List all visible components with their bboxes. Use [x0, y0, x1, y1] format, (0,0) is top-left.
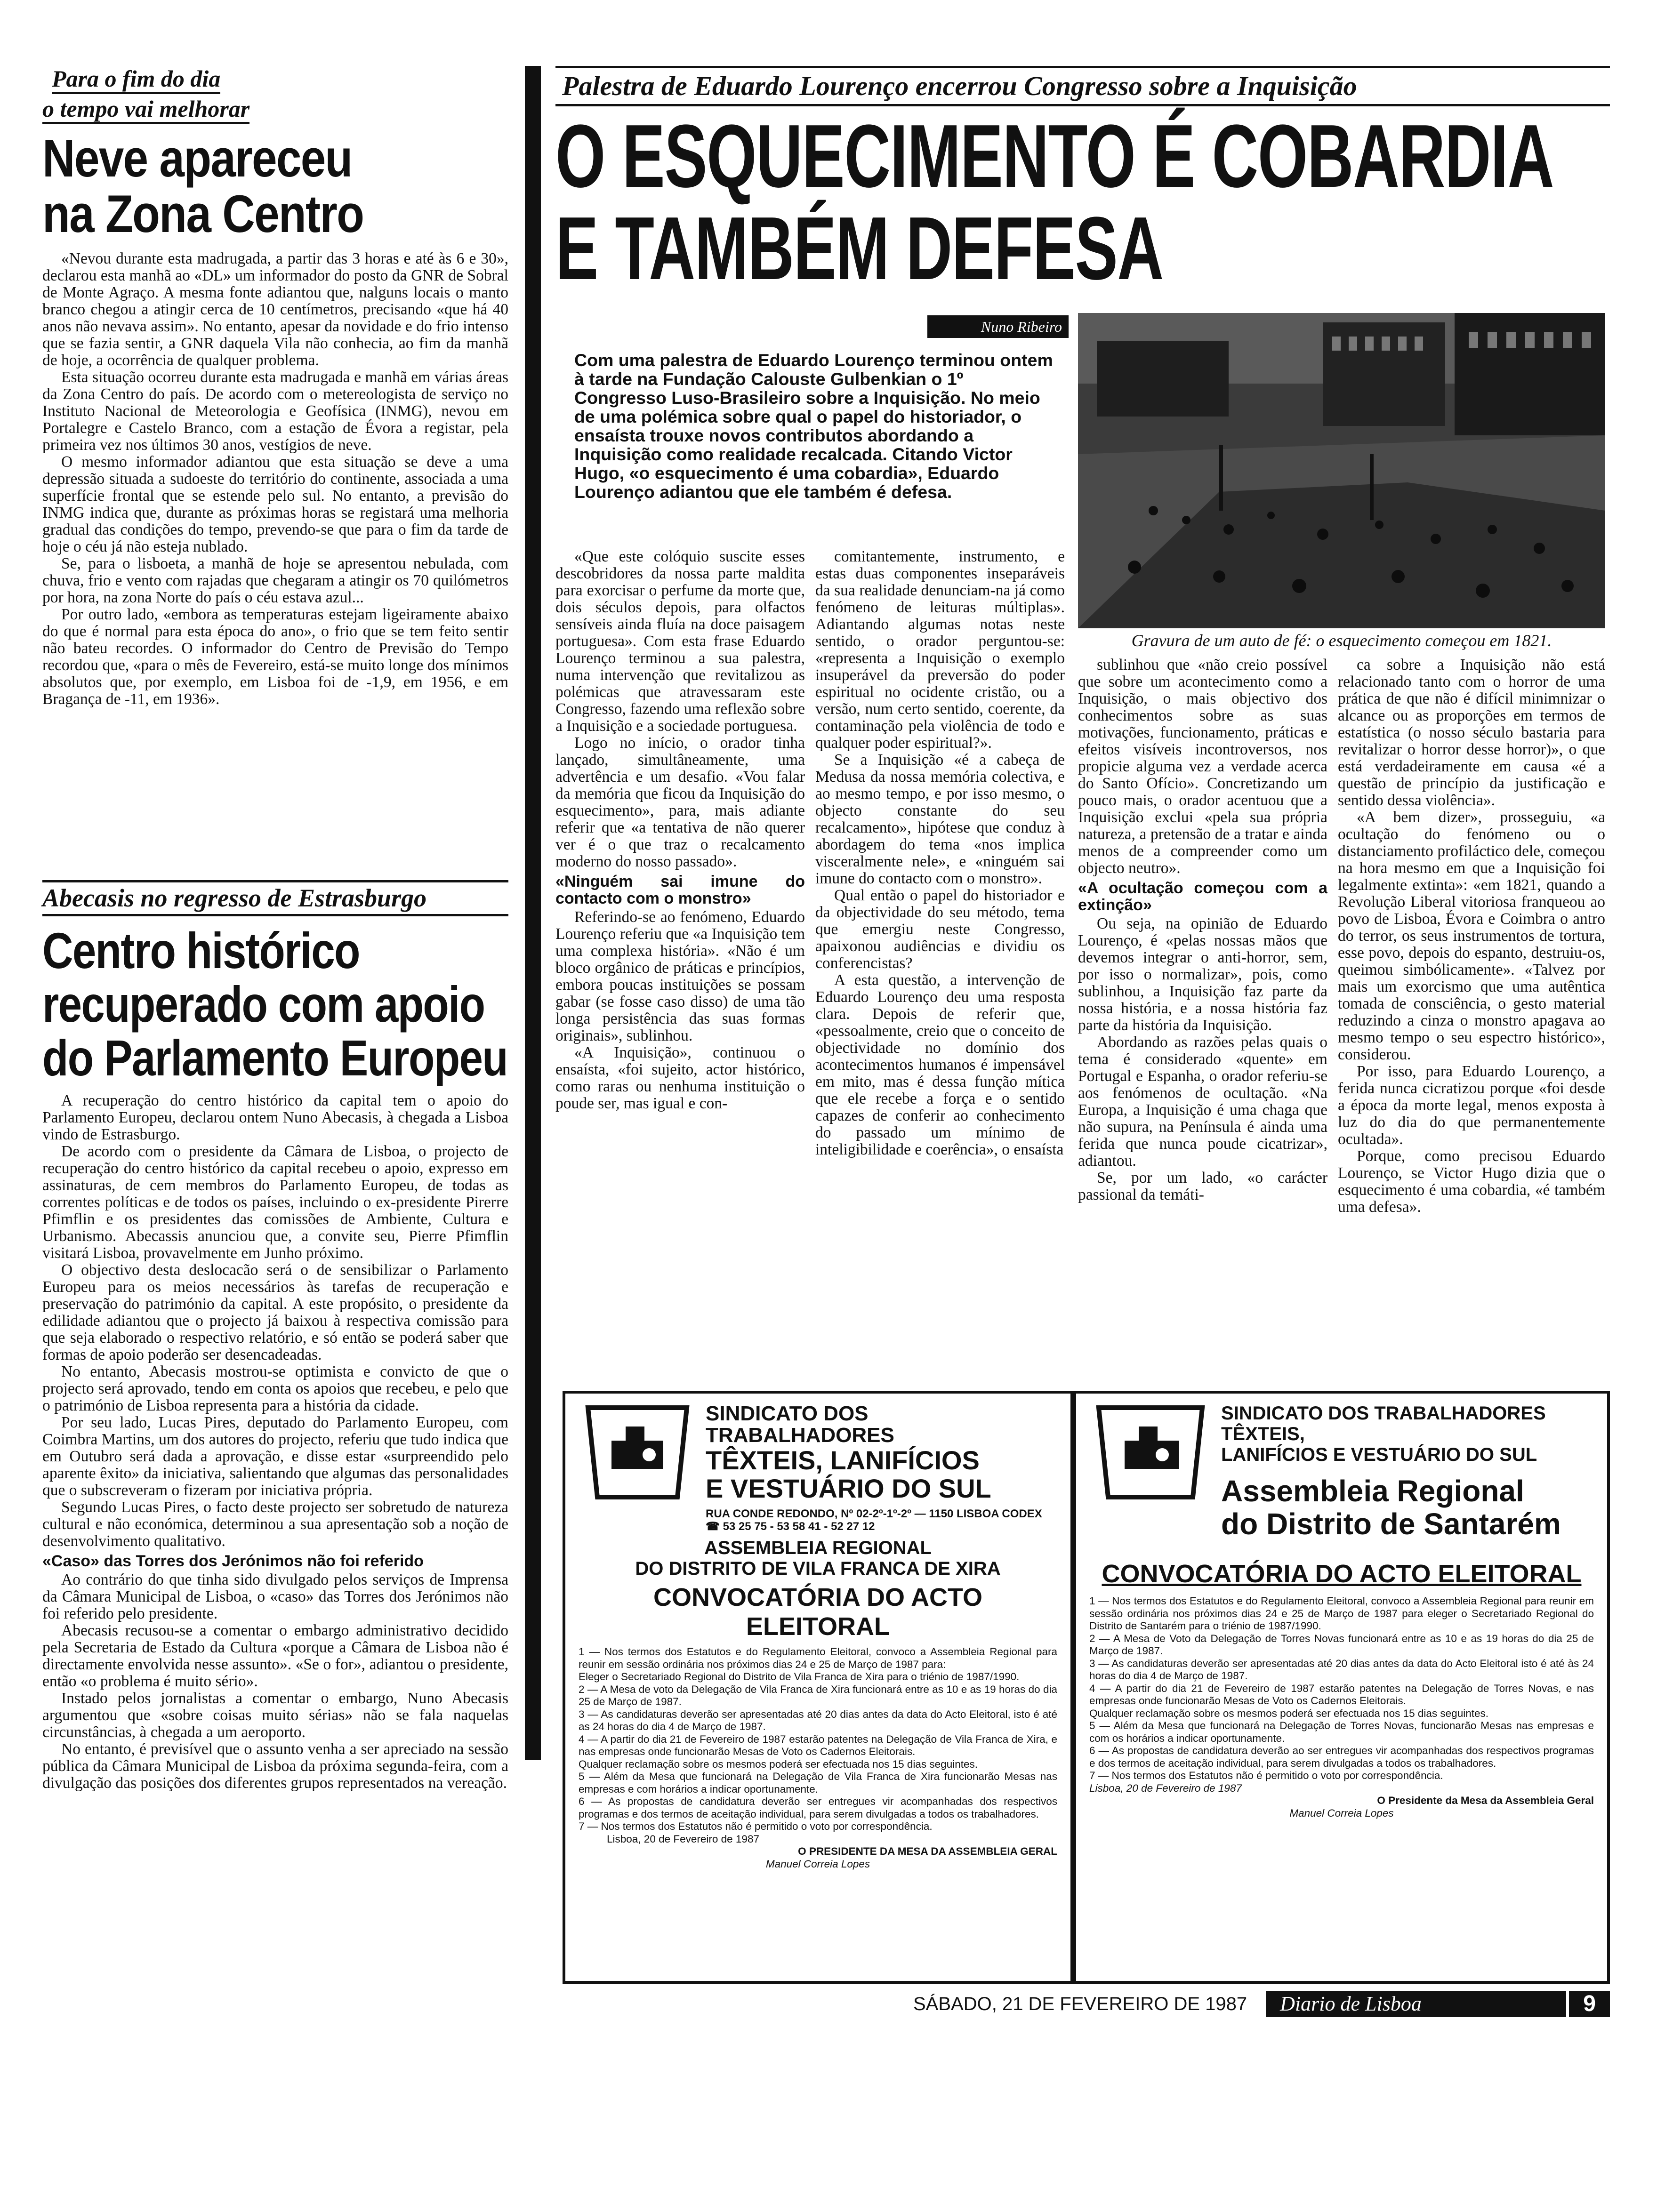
notice-title: CONVOCATÓRIA DO ACTO ELEITORAL: [653, 1583, 982, 1641]
org-line-1: SINDICATO DOS TRABALHADORES TÊXTEIS,: [1221, 1403, 1546, 1444]
org-address: RUA CONDE REDONDO, Nº 02-2º-1º-2º — 1150 LISBOA CODEX: [706, 1507, 1042, 1520]
engraving-scene: [1078, 313, 1605, 628]
paragraph: Por isso, para Eduardo Lourenço, a ferida nunca cicratizou porque «foi desde a época da morte legal, menos exposta à luz do dia do que permanentemente ocultada».: [1338, 1063, 1605, 1148]
paragraph: Referindo-se ao fenómeno, Eduardo Lourenço referiu que «a Inquisição tem uma complexa história». «Não é um bloco orgânico de práticas e princípios, embora poucas instituições se possam gabar (se fosse caso disso) de uma tão longa persistência das suas formas originais», sublinhou.: [555, 908, 805, 1044]
paragraph: Qual então o papel do historiador e da objectividade do seu método, tema que emergiu neste Congresso, apaixonou audiências e dividiu os conferencistas?: [815, 887, 1065, 972]
column-divider: [525, 66, 541, 1760]
org-line-2: LANIFÍCIOS E VESTUÁRIO DO SUL: [1221, 1444, 1537, 1465]
notice-date: Lisboa, 20 de Fevereiro de 1987: [1089, 1782, 1242, 1794]
lead-lede: Com uma palestra de Eduardo Lourenço terminou ontem à tarde na Fundação Calouste Gulbenkian o 1º Congresso Luso-Brasileiro sobre a Inquisição. No meio de uma polémica sobre qual o papel do historiador, o ensaísta trouxe novos contributos abordando a Inquisição como realidade recalcada. Citando Victor Hugo, «o esquecimento é uma cobardia», Eduardo Lourenço adiantou que ele também é defesa.: [574, 350, 1053, 502]
weather-kicker-2: o tempo vai melhorar: [42, 96, 249, 124]
paragraph: Porque, como precisou Eduardo Lourenço, se Victor Hugo dizia que o esquecimento é uma cobardia, «é também uma defesa».: [1338, 1147, 1605, 1216]
notice-item: 5 — Além da Mesa que funcionará na Delegação de Vila Franca de Xira funcionarão Mesas nas empresas e com horários a indicar oportunamente.: [579, 1771, 1057, 1795]
paragraph: Segundo Lucas Pires, o facto deste projecto ser sobretudo de natureza cultural e não económica, determinou a sua apresentação sob a noção de desenvolvimento qualitativo.: [42, 1499, 508, 1550]
weather-headline-1: Neve apareceu: [42, 129, 352, 188]
notice-item: Eleger o Secretariado Regional do Distrito de Vila Franca de Xira para o triénio de 1987/1990.: [579, 1671, 1020, 1683]
abecasis-headline-2: recuperado com apoio: [42, 976, 485, 1033]
paragraph: Abordando as razões pelas quais o tema é considerado «quente» em Portugal e Espanha, o orador referiu-se aos fenómenos de ocultação. «Na Europa, a Inquisição é uma chaga que não supura, na Península é ainda uma ferida que nunca poude cicatrizar», adiantou.: [1078, 1034, 1327, 1170]
abecasis-kicker: Abecasis no regresso de Estrasburgo: [42, 880, 508, 916]
org-phones: ☎ 53 25 75 - 53 58 41 - 52 27 12: [706, 1520, 875, 1533]
org-line-2: TÊXTEIS, LANIFÍCIOS: [706, 1445, 980, 1475]
notice-title: CONVOCATÓRIA DO ACTO ELEITORAL: [1102, 1560, 1582, 1588]
union-logo-icon: [579, 1403, 696, 1507]
lead-headline-2: E TAMBÉM DEFESA: [555, 198, 1163, 298]
notice-item: 1 — Nos termos dos Estatutos e do Regulamento Eleitoral, convoco a Assembleia Regional para reunir em sessão ordinária nos próximos dias 24 e 25 de Março de 1987 para:: [579, 1646, 1057, 1670]
paragraph: «Nevou durante esta madrugada, a partir das 3 horas e até às 6 e 30», declarou esta manhã ao «DL» um informador do posto da GNR de Sobral de Monte Agraço. A mesma fonte adiantou que, nalguns locais o manto branco chegou a atingir cerca de 10 centímetros, precisando «que há 40 anos não nevava assim». No entanto, apesar da novidade e do frio intenso que se fazia sentir, a GNR daquela Vila não conhecia, ao fim da manhã de hoje, a ocorrência de qualquer problema.: [42, 250, 508, 369]
notice-items: [579, 1646, 1057, 1870]
abecasis-story: [42, 880, 508, 1792]
notice-item: 4 — A partir do dia 21 de Fevereiro de 1987 estarão patentes na Delegação de Torres Novas, e nas empresas onde funcionarão Mesas de Voto os Cadernos Eleitorais.: [1089, 1682, 1594, 1707]
weather-headline-2: na Zona Centro: [42, 184, 364, 243]
notice-item: 6 — As propostas de candidatura deverão ser entregues vir acompanhadas dos respectivos programas e dos termos de aceitação individual, para serem divulgadas a todos os trabalhadores.: [579, 1795, 1057, 1820]
assembly-line-1: Assembleia Regional: [1221, 1474, 1524, 1508]
notice-item: 1 — Nos termos dos Estatutos e do Regulamento Eleitoral, convoco a Assembleia Regional para reunir em sessão ordinária nos próximos dias 24 e 25 de Março de 1987 para eleger o Secretariado Regional do Distrito de Santarém para o triénio de 1987/1990.: [1089, 1595, 1594, 1632]
paragraph: Se, para o lisboeta, a manhã de hoje se apresentou nebulada, com chuva, frio e vento com rajadas que chegaram a atingir os 70 quilómetros por hora, na zona Norte do país o céu estava azul...: [42, 555, 508, 606]
paragraph: Abecasis recusou-se a comentar o embargo administrativo decidido pela Secretaria de Estado da Cultura «porque a Câmara de Lisboa não é directamente envolvida nesse assunto». «Se o for», adiantou o presidente, então «o problema é muito sério».: [42, 1622, 508, 1691]
ad2-org-name: [1221, 1403, 1594, 1540]
abecasis-body: [42, 1092, 508, 1792]
union-notice-santarem: [1073, 1391, 1610, 1984]
signer-name: Manuel Correia Lopes: [765, 1858, 870, 1870]
abecasis-headline-1: Centro histórico: [42, 922, 360, 979]
paragraph: sublinhou que «não creio possível que sobre um acontecimento como a Inquisição, o mais objectivo dos conhecimentos sobre as suas motivações, funcionamento, práticas e efeitos visíveis incontroversos, nos propicie alguma vez a verdade acerca do Santo Ofício». Concretizando um pouco mais, o orador acentuou que a Inquisição exclui «pela sua própria natureza, a pretensão de a tratar e ainda menos de a compreender como um objecto neutro».: [1078, 657, 1327, 877]
paragraph: «Que este colóquio suscite esses descobridores da nossa parte maldita para exorcisar o perfume da morte que, dois séculos depois, para olfactos sensíveis ainda fluía na doce paisagem portuguesa». Com esta frase Eduardo Lourenço terminou a sua palestra, numa intervenção que revitalizou as polémicas que atravessaram este Congresso, fazendo uma reflexão sobre a Inquisição e a sociedade portuguesa.: [555, 548, 805, 735]
lead-subhead-2: «A ocultação começou com a extinção»: [1078, 879, 1327, 914]
paragraph: Ou seja, na opinião de Eduardo Lourenço, é «pelas nossas mãos que devemos integrar o anti-horror, sem, por isso o normalizar», pois, como sublinhou, a Inquisição faz parte da nossa história, e a nossa história faz parte da história da Inquisição.: [1078, 915, 1327, 1034]
org-line-3: E VESTUÁRIO DO SUL: [706, 1474, 991, 1503]
notice-items: [1089, 1595, 1594, 1819]
notice-item: 2 — A Mesa de Voto da Delegação de Torres Novas funcionará entre as 10 e as 19 horas do dia 25 de Março de 1987.: [1089, 1632, 1594, 1657]
paper-masthead: Diario de Lisboa: [1266, 1991, 1566, 2017]
assembly-line-2: do Distrito de Santarém: [1221, 1507, 1561, 1541]
org-line-1: SINDICATO DOS TRABALHADORES: [706, 1402, 894, 1447]
notice-item: Qualquer reclamação sobre os mesmos poderá ser efectuada nos 15 dias seguintes.: [1089, 1707, 1488, 1719]
lead-story: [555, 66, 1610, 1379]
ad-org-name: [706, 1403, 1057, 1533]
lead-column-4: [1338, 657, 1605, 1358]
jeronimos-subhead: «Caso» das Torres dos Jerónimos não foi referido: [42, 1552, 424, 1571]
union-logo-icon: [1089, 1403, 1212, 1507]
lead-headline-1: O ESQUECIMENTO É COBARDIA: [555, 106, 1554, 206]
notice-item: 7 — Nos termos dos Estatutos não é permitido o voto por correspondência.: [579, 1820, 933, 1832]
notice-date: Lisboa, 20 de Fevereiro de 1987: [607, 1833, 759, 1845]
paragraph: De acordo com o presidente da Câmara de Lisboa, o projecto de recuperação do centro histórico da capital recebeu o apoio, expresso em assinaturas, de cem membros do Parlamento Europeu, de todas as correntes políticas e de todos os países, incluindo o ex-presidente Pirerre Pfimflin e os presidentes das comissões de Ambiente, Cultura e Urbanismo. Abecassis anunciou que, a convite seu, Pierre Pfimflin visitará Lisboa, provavelmente em Junho próximo.: [42, 1143, 508, 1262]
notice-item: 6 — As propostas de candidatura deverão ao ser entregues vir acompanhadas dos respectivos programas e dos termos de aceitação individual, para serem divulgadas a todos os trabalhadores.: [1089, 1745, 1594, 1769]
ad2-header: [1089, 1403, 1594, 1540]
lead-column-1: [555, 548, 805, 1358]
weather-story: [42, 66, 508, 708]
assembly-line-1: ASSEMBLEIA REGIONAL: [704, 1538, 932, 1558]
notice-item: 4 — A partir do dia 21 de Fevereiro de 1987 estarão patentes na Delegação de Vila Franca de Xira, e nas empresas onde funcionarão Mesas de Voto os Cadernos Eleitorais.: [579, 1733, 1057, 1757]
auto-de-fe-engraving: [1078, 313, 1605, 628]
weather-body: [42, 250, 508, 708]
paragraph: No entanto, é previsível que o assunto venha a ser apreciado na sessão pública da Câmara Municipal de Lisboa da próxima segunda-feira, com a divulgação das posições dos diferentes grupos representados na vereação.: [42, 1740, 508, 1792]
engraving-caption: Gravura de um auto de fé: o esquecimento começou em 1821.: [1131, 631, 1552, 650]
lead-subhead-1: «Ninguém sai imune do contacto com o monstro»: [555, 873, 805, 907]
paragraph: No entanto, Abecasis mostrou-se optimista e convicto de que o projecto será aprovado, tendo em conta os apoios que recebeu, e pelo que o património de Lisboa representa para a história da cidade.: [42, 1363, 508, 1415]
ad-header: [579, 1403, 1057, 1533]
paragraph: Por outro lado, «embora as temperaturas estejam ligeiramente abaixo do que é normal para esta época do ano», o frio que se tem feito sentir não bateu recordes. O informador do Centro de Previsão do Tempo recordou que, «para o mês de Fevereiro, está-se muito longe dos mínimos absolutos que, por exemplo, em Lisboa foi de -1,9, em 1956, e em Bragança de -11, em 1936».: [42, 606, 508, 708]
paragraph: Instado pelos jornalistas a comentar o embargo, Nuno Abecasis argumentou que «sobre coisas muito sérias» não se fala naquelas circunstâncias, à chegada a um aeroporto.: [42, 1690, 508, 1741]
page-number: 9: [1566, 1991, 1610, 2017]
paragraph: A esta questão, a intervenção de Eduardo Lourenço deu uma resposta clara. Depois de referir que, «pessoalmente, creio que o conceito de objectividade no domínio dos acontecimentos humanos é impensável em mito, mas é dessa função mítica que ele recebe a força e o sentido capazes de conferir ao conhecimento do passado um mínimo de inteligibilidade e coerência», o ensaísta: [815, 971, 1065, 1158]
signer-title: O Presidente da Mesa da Assembleia Geral: [1377, 1795, 1594, 1806]
lead-kicker: Palestra de Eduardo Lourenço encerrou Congresso sobre a Inquisição: [555, 66, 1610, 106]
paragraph: Esta situação ocorreu durante esta madrugada e manhã em várias áreas da Zona Centro do país. De acordo com o metereologista de serviço no Instituto Nacional de Meteorologia e Geofísica (INMG), nevou em Portalegre e Castelo Branco, com a estação de Évora a registar, pela primeira vez nos últimos 30 anos, vestígios de neve.: [42, 369, 508, 454]
signer-name: Manuel Correia Lopes: [1289, 1807, 1394, 1819]
paragraph: Logo no início, o orador tinha lançado, simultâneamente, uma advertência e um desafio. «Vou falar da memória que ficou da Inquisição do esquecimento», para, mais adiante referir que «a tentativa de não querer ver é o que traz o recalcamento moderno do nosso passado».: [555, 734, 805, 870]
notice-item: 2 — A Mesa de voto da Delegação de Vila Franca de Xira funcionará entre as 10 e as 19 horas do dia 25 de Março de 1987.: [579, 1683, 1057, 1707]
paragraph: ca sobre a Inquisição não está relacionado tanto com o horror de uma prática de que não é difícil minimnizar o alcance ou as proporções em termos de estatística (o nosso século bastaria para revitalizar o horror desse horror)», o que está verdadeiramente em causa «é a questão de princípio da justificação e sentido dessa violência».: [1338, 657, 1605, 809]
paragraph: Se a Inquisição «é a cabeça de Medusa da nossa memória colectiva, e ao mesmo tempo, e por isso mesmo, o objecto constante do seu recalcamento», hipótese que conduz à abordagem do tema «nos implica visceralmente nele», e «ninguém sai imune do contacto com o monstro».: [815, 751, 1065, 887]
paragraph: Por seu lado, Lucas Pires, deputado do Parlamento Europeu, com Coimbra Martins, um dos autores do projecto, referiu que tudo indica que em Outubro será dada a aprovação, e disse estar «surpreendido pelo aparente êxito» da iniciativa, salientando que algumas das personalidades que o subscreveram o fizeram por iniciativa própria.: [42, 1414, 508, 1499]
paragraph: Ao contrário do que tinha sido divulgado pelos serviços de Imprensa da Câmara Municipal de Lisboa, o «caso» das Torres dos Jerónimos não foi referido pelo presidente.: [42, 1571, 508, 1623]
notice-item: 3 — As candidaturas deverão ser apresentadas até 20 dias antes da data do Acto Eleitoral, isto é até as 24 horas do dia 4 de Março de 1987.: [579, 1708, 1057, 1732]
weather-kicker-1: Para o fim do dia: [52, 66, 220, 94]
lead-column-2: [815, 548, 1065, 1358]
lead-column-3: [1078, 657, 1327, 1358]
page-footer: [913, 1991, 1610, 2017]
abecasis-headline-3: do Parlamento Europeu: [42, 1029, 507, 1087]
notice-item: 5 — Além da Mesa que funcionará na Delegação de Torres Novas, funcionarão Mesas nas empresas e com os horários a indicar oportunamente.: [1089, 1720, 1594, 1744]
notice-item: Qualquer reclamação sobre os mesmos poderá ser efectuada nos 15 dias seguintes.: [579, 1758, 978, 1770]
paragraph: «A bem dizer», prosseguiu, «a ocultação do fenómeno ou o distanciamento profiláctico dele, começou na hora mesmo em que a Inquisição foi legalmente extinta»: «em 1821, quando a Revolução Liberal vitoriosa franqueou ao povo de Lisboa, Évora e Coimbra o antro do terror, os seus instrumentos de tortura, esse povo, depois do espanto, destruiu-os, queimou simbólicamente». «Talvez por mais um exorcismo que uma autêntica tomada de consciência, o gesto material reduzindo a cinza o monstro apagava ao mesmo tempo o seu espectro histórico», considerou.: [1338, 809, 1605, 1063]
footer-date: SÁBADO, 21 DE FEVEREIRO DE 1987: [913, 1993, 1247, 2014]
notice-item: 3 — As candidaturas deverão ser apresentadas até 20 dias antes da data do Acto Eleitoral isto é até às 24 horas do dia 4 de Março de 1987.: [1089, 1657, 1594, 1682]
assembly-line-2: DO DISTRITO DE VILA FRANCA DE XIRA: [635, 1558, 1001, 1579]
paragraph: comitantemente, instrumento, e estas duas componentes inseparáveis da sua realidade denunciam-na já como fenómeno de leituras múltiplas». Adiantando algumas notas neste sentido, o orador perguntou-se: «representa a Inquisição o exemplo insuperável da preversão do poder espiritual no ocidente cristão, ou a versão, num certo sentido, coerente, da contaminação pela violência de todo e qualquer poder espiritual?».: [815, 548, 1065, 752]
union-notice-vila-franca: [563, 1391, 1073, 1984]
byline: Nuno Ribeiro: [927, 315, 1069, 338]
notice-item: 7 — Nos termos dos Estatutos não é permitido o voto por correspondência.: [1089, 1770, 1443, 1781]
signer-title: O PRESIDENTE DA MESA DA ASSEMBLEIA GERAL: [798, 1845, 1057, 1857]
paragraph: Se, por um lado, «o carácter passional da temáti-: [1078, 1169, 1327, 1203]
paragraph: O objectivo desta deslocacão será o de sensibilizar o Parlamento Europeu para os meios necessários às tarefas de recuperação e preservação do património da capital. A este propósito, o presidente da edilidade adiantou que o projecto já baixou à respectiva comissão para que seja elaborado o respectivo relatório, e só então se poderá saber que formas de apoio poderão ser desencadeadas.: [42, 1261, 508, 1364]
paragraph: «A Inquisição», continuou o ensaísta, «foi sujeito, actor histórico, como raras ou nenhuma instituição o poude ser, mas igual e con-: [555, 1044, 805, 1112]
paragraph: O mesmo informador adiantou que esta situação se deve a uma depressão situada a sudoeste do território do continente, associada a uma superfície frontal que se estende pelo sul. No entanto, a previsão do INMG indica que, durante as próximas horas se registará uma melhoria gradual das condições do tempo, prevendo-se que para o fim da tarde de hoje o céu já não esteja nublado.: [42, 453, 508, 555]
paragraph: A recuperação do centro histórico da capital tem o apoio do Parlamento Europeu, declarou ontem Nuno Abecasis, à chegada a Lisboa vindo de Estrasburgo.: [42, 1092, 508, 1144]
